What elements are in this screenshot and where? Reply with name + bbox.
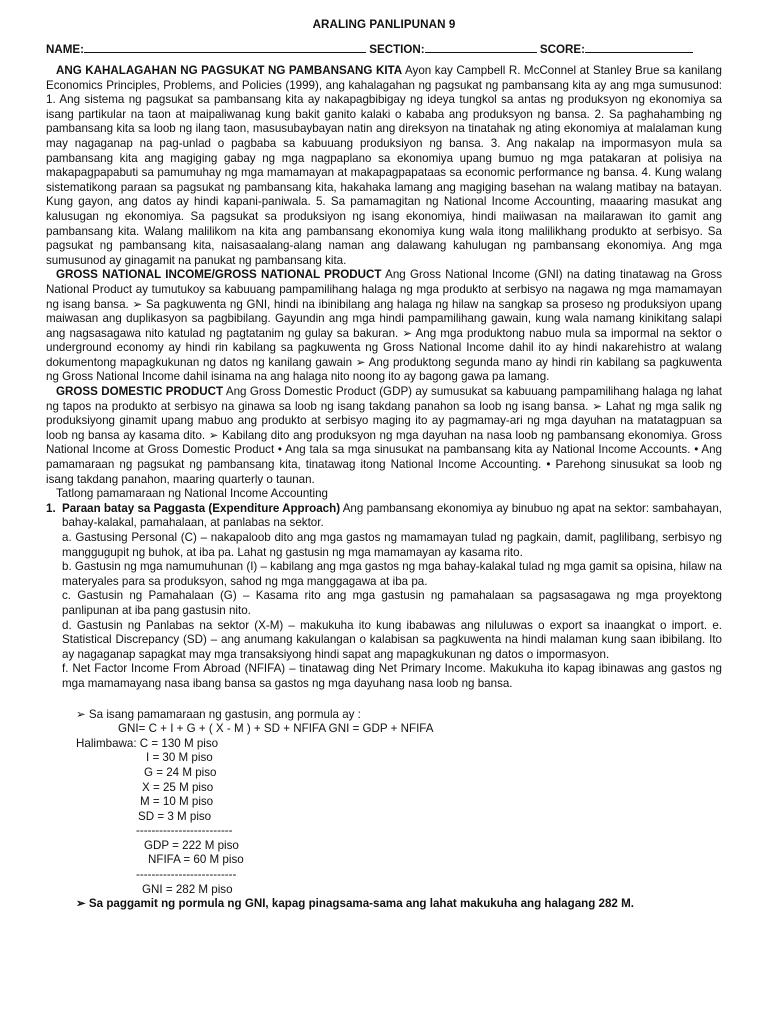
- spacer: [46, 692, 722, 708]
- example-m: M = 10 M piso: [140, 795, 214, 809]
- expenditure-approach-item: [46, 502, 722, 531]
- gni-heading: GROSS NATIONAL INCOME/GROSS NATIONAL PRODUCT: [56, 268, 382, 282]
- gdp-heading: GROSS DOMESTIC PRODUCT: [56, 385, 224, 399]
- example-gni: GNI = 282 M piso: [142, 882, 233, 896]
- divider-line: -------------------------: [136, 824, 233, 838]
- score-label: SCORE:: [539, 43, 585, 56]
- example-x: X = 25 M piso: [142, 780, 214, 794]
- worksheet-body: [46, 64, 722, 912]
- formula-block: [76, 708, 722, 912]
- score-blank[interactable]: [585, 42, 693, 53]
- name-label: NAME:: [46, 43, 84, 56]
- section-blank[interactable]: [425, 42, 537, 53]
- example-c: Halimbawa: C = 130 M piso: [76, 736, 219, 750]
- example-nfifa: NFIFA = 60 M piso: [148, 853, 244, 867]
- formula-conclusion: ➢ Sa paggamit ng pormula ng GNI, kapag pinagsama-sama ang lahat makukuha ang halagang 282 M.: [76, 897, 634, 911]
- section-label: SECTION:: [369, 43, 425, 56]
- expenditure-approach-text: Ang pambansang ekonomiya ay binubuo ng apat na sektor: sambahayan, bahay-kalakal, pamahalaan, at panlabas na sektor.: [62, 501, 722, 530]
- importance-text: Ayon kay Campbell R. McConnel at Stanley Brue sa kanilang Economics Principles, Problems, and Policies (1999), ang kahalagahan ng pagsukat ng pambansang kita ay ang mga sumusunod: 1. Ang sistema ng pagsukat sa pambansang kita ay nakapagbibigay ng ideya tungkol sa antas ng produksyon ng ekonomiya sa isang partikular na taon at maipaliwanag kung bakit ganito kalaki o kababa ang produksyon ng bansa. 2. Sa paghahambing ng pambansang kita sa loob ng ilang taon, masusubaybayan natin ang direksyon na tinatahak ng ating ekonomiya at malalaman kung may nagaganap na pag-unlad o pagbaba sa kabuuang produksiyon ng bansa. 3. Ang nakalap na impormasyon mula sa pambansang kita ang magiging gabay ng mga nagpaplano sa ekonomiya upang bumuo ng mga patakaran at polisiya na makapagpapabuti sa pamumuhay ng mga mamamayan at makapagpapataas sa economic performance ng bansa. 4. Kung walang sistematikong paraan sa pagsukat ng pambansang kita, hakahaka lamang ang magiging basehan na walang matibay na batayan. Kung gayon, ang datos ay hindi kapani-paniwala. 5. Sa pamamagitan ng National Income Accounting, maaaring masukat ang kalusugan ng ekonomiya. Sa pagsukat sa produksiyon ng isang ekonomiya, hindi maiiwasan na mailarawan ito gamit ang pambansang kita. Walang malilikom na kita ang pambansang ekonomiya kung wala itong malilikhang produkto at serbisyo. Sa pagsukat ng pambansang kita, naisasaalang-alang naman ang dalawang kahulugan ng pambansang ekonomiya. Ang mga sumusunod ay ginagamit na panukat ng pambansang kita.: [46, 64, 722, 267]
- investment-expenditure-item: b. Gastusin ng mga namumuhunan (I) – kabilang ang mga gastos ng mga bahay-kalakal tulad ng mga gamit sa opisina, hilaw na materyales para sa produksyon, sahod ng mga manggagawa at iba pa.: [62, 560, 722, 588]
- gni-paragraph: [46, 268, 722, 385]
- item-number: 1.: [46, 501, 56, 515]
- formula-intro: ➢ Sa isang pamamaraan ng gastusin, ang pormula ay :: [76, 707, 361, 721]
- example-gdp: GDP = 222 M piso: [144, 838, 239, 852]
- name-blank[interactable]: [84, 42, 366, 53]
- personal-expenditure-item: a. Gastusing Personal (C) – nakapaloob dito ang mga gastos ng mamamayan tulad ng pagkain, damit, paglilibang, serbisyo ng manggugupit ng buhok, at iba pa. Lahat ng gastusin ng mga mamamayan ay kasama rito.: [62, 531, 722, 559]
- importance-heading: ANG KAHALAGAHAN NG PAGSUKAT NG PAMBANSANG KITA: [56, 64, 403, 77]
- example-sd: SD = 3 M piso: [138, 809, 212, 823]
- gni-equation: GNI= C + I + G + ( X - M ) + SD + NFIFA GNI = GDP + NFIFA: [118, 722, 434, 736]
- gdp-text: Ang Gross Domestic Product (GDP) ay sumusukat sa kabuuang pampamilihang halaga ng lahat ng tapos na produkto at serbisyo na ginawa sa loob ng isang takdang panahon sa loob ng isang bansa. ➢ Lahat ng mga salik ng produksiyong ginamit upang mabuo ang produkto at serbisyo maging ito ay pagmamay-ari ng mga dayuhan na matatagpuan sa loob ng bansa ay kasama dito. ➢ Kabilang dito ang produksyon ng mga dayuhan na nasa loob ng pambansang ekonomiya. Gross National Income at Gross Domestic Product • Ang tala sa mga sinusukat na pambansang kita ay National Income Accounts. • Ang pamamaraan ng pagsukat ng pambansang kita, tinatawag itong National Income Accounting. • Parehong sinusukat sa loob ng isang takdang panahon, maaring quarterly o taunan.: [46, 385, 722, 486]
- expenditure-approach-title: Paraan batay sa Paggasta (Expenditure Approach): [62, 501, 341, 515]
- example-i: I = 30 M piso: [146, 751, 213, 765]
- student-info-row: [46, 42, 726, 58]
- foreign-sector-item: d. Gastusin ng Panlabas na sektor (X-M) – makukuha ito kung ibabawas ang niluluwas o export sa inaangkat o import. e. Statistical Discrepancy (SD) – ang anumang kakulangan o kalabisan sa pagkuwenta na hindi malaman kung saan ibibilang. Ito ay nagaganap sapagkat may mga transaksiyong hindi sapat ang mapagkukunan ng datos o impormasyon.: [62, 618, 722, 661]
- methods-heading: Tatlong pamamaraan ng National Income Accounting: [56, 487, 328, 501]
- divider-line: --------------------------: [136, 868, 237, 882]
- nfifa-item: f. Net Factor Income From Abroad (NFIFA) – tinatawag ding Net Primary Income. Makukuha ito kapag ibinawas ang gastos ng mga mamamayang nasa ibang bansa sa gastos ng mga dayuhang nasa loob ng bansa.: [62, 662, 722, 690]
- gni-text: Ang Gross National Income (GNI) na dating tinatawag na Gross National Product ay tumutukoy sa kabuuang pampamilihang halaga ng mga produkto at serbisyo na nagawa ng mga mamamayan ng isang bansa. ➢ Sa pagkuwenta ng GNI, hindi na ibinibilang ang halaga ng hilaw na sangkap sa proseso ng produksiyon upang maiwasan ang duplikasyon sa pagbibilang. Gayundin ang mga hindi pampamilihang gawain, kung wala namang kinikitang salapi ang nagsasagawa nito katulad ng pagtatanim ng gulay sa bakuran. ➢ Ang mga produktong nabuo mula sa impormal na sektor o underground economy ay hindi rin kabilang sa pagkuwenta ng Gross National Income dahil ito ay hindi nakarehistro at walang dokumentong mapagkukunan ng datos ng kanilang gawain ➢ Ang produktong segunda mano ay hindi rin kabilang sa pagkuwenta ng Gross National Income dahil isinama na ang halaga nito noong ito ay bagong gawa pa lamang.: [46, 268, 722, 384]
- example-g: G = 24 M piso: [144, 765, 217, 779]
- gdp-paragraph: [46, 385, 722, 487]
- government-expenditure-item: c. Gastusin ng Pamahalaan (G) – Kasama rito ang mga gastusin ng pamahalaan sa pagsasagawa ng mga proyektong panlipunan at iba pang gastusin nito.: [62, 589, 722, 617]
- worksheet-title: ARALING PANLIPUNAN 9: [312, 18, 456, 31]
- importance-paragraph: [46, 64, 722, 268]
